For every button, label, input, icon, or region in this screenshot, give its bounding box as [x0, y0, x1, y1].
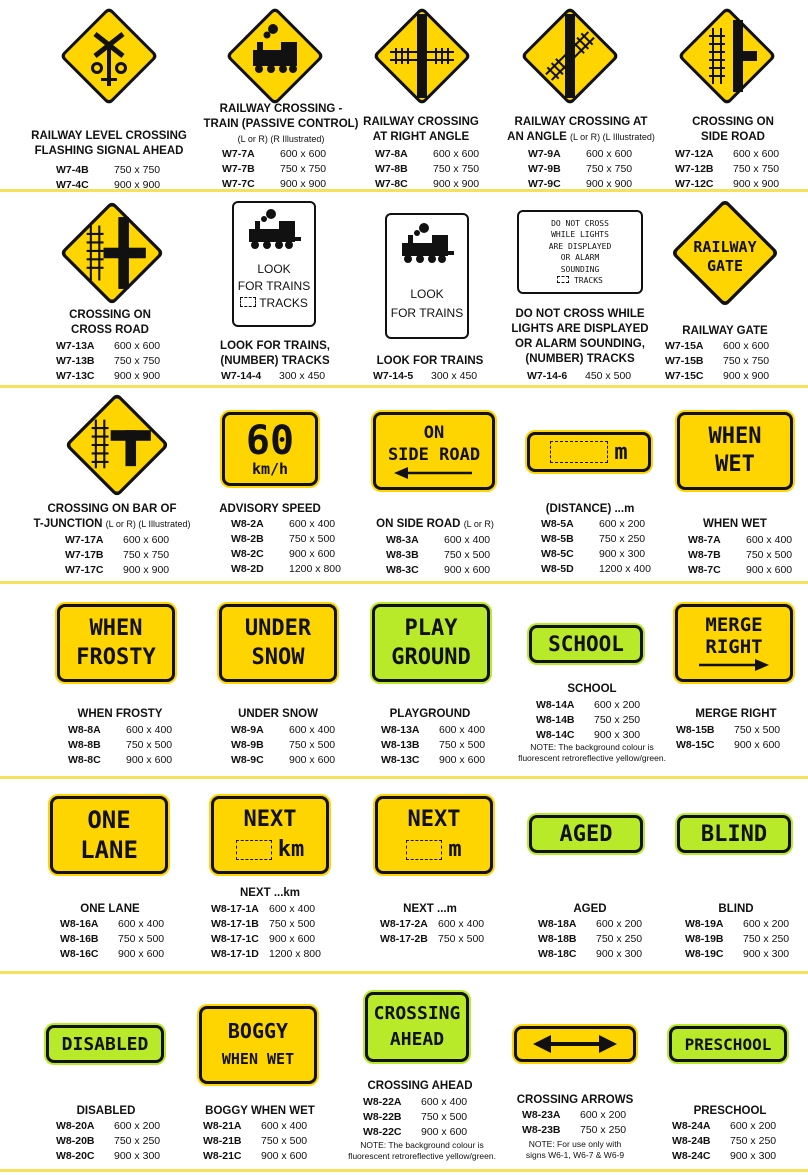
number-placeholder	[236, 840, 272, 860]
caption: CROSSING ON SIDE ROAD	[692, 116, 774, 143]
caption: PLAYGROUND	[389, 708, 471, 720]
boggy-when-wet-sign: BOGGY WHEN WET	[199, 1006, 317, 1084]
caption: CROSSING ON BAR OF T-JUNCTION (L or R) (L Illustrated)	[33, 503, 191, 530]
look-for-trains-tracks-sign	[232, 201, 316, 327]
size-table: W7-13A 600 x 600 W7-13B 750 x 750 W7-13C 900 x 900	[56, 340, 161, 382]
railway-crossing-right-angle-sign	[370, 4, 474, 108]
crossing-arrows-sign	[514, 1026, 636, 1062]
next-m-sign: NEXT m	[375, 796, 493, 874]
size-table: W8-16A 600 x 400 W8-16B 750 x 500 W8-16C 900 x 600	[60, 918, 165, 960]
number-placeholder	[550, 441, 608, 463]
school-sign: SCHOOL	[529, 625, 643, 663]
size-table: W8-19A 600 x 200 W8-19B 750 x 250 W8-19C 900 x 300	[685, 918, 790, 960]
caption: RAILWAY LEVEL CROSSING FLASHING SIGNAL AHEAD	[31, 130, 187, 157]
note: NOTE: The background colour is fluorescent retroreflective yellow/green.	[348, 1140, 496, 1161]
caption: BLIND	[718, 903, 754, 915]
train-icon	[398, 223, 456, 265]
row-separator	[0, 971, 808, 974]
blind-sign: BLIND	[677, 815, 791, 853]
playground-sign: PLAY GROUND	[372, 604, 490, 682]
size-table: W7-7A 600 x 600 W7-7B 750 x 750 W7-7C 900 x 900	[222, 148, 327, 190]
caption: WHEN FROSTY	[77, 708, 163, 720]
size-table: W8-15B 750 x 500 W8-15C 900 x 600	[676, 724, 781, 751]
size-table: W7-14-5 300 x 450	[373, 370, 478, 382]
size-table: W8-17-2A 600 x 400 W8-17-2B 750 x 500	[380, 918, 485, 945]
caption: RAILWAY CROSSING AT AN ANGLE (L or R) (L Illustrated)	[507, 116, 655, 143]
caption: UNDER SNOW	[238, 708, 318, 720]
size-table: W7-14-4 300 x 450	[221, 370, 326, 382]
size-table: W8-24A 600 x 200 W8-24B 750 x 250 W8-24C 900 x 300	[672, 1120, 777, 1162]
disabled-sign: DISABLED	[46, 1025, 164, 1063]
sign-text: LOOK	[410, 287, 444, 301]
size-table: W8-23A 600 x 200 W8-23B 750 x 250	[522, 1109, 627, 1136]
advisory-speed-sign: 60 km/h	[222, 412, 318, 486]
size-table: W8-2A 600 x 400 W8-2B 750 x 500 W8-2C 900 x 600 W8-2D 1200 x 800	[231, 518, 341, 575]
row-separator	[0, 1169, 808, 1172]
size-table: W7-8A 600 x 600 W7-8B 750 x 750 W7-8C 900 x 900	[375, 148, 480, 190]
crossing-on-cross-road-sign	[57, 198, 167, 308]
railway-flashing-signal-sign	[57, 4, 161, 108]
size-table: W8-21A 600 x 400 W8-21B 750 x 500 W8-21C 900 x 600	[203, 1120, 308, 1162]
arrow-right-icon	[699, 658, 769, 672]
caption: DISABLED	[76, 1105, 136, 1117]
size-table: W7-14-6 450 x 500	[527, 370, 632, 382]
caption: AGED	[573, 903, 607, 915]
when-frosty-sign: WHEN FROSTY	[57, 604, 175, 682]
size-table: W7-17A 600 x 600 W7-17B 750 x 750 W7-17C 900 x 900	[65, 534, 170, 576]
size-table: W7-4B 750 x 750 W7-4C 900 x 900	[56, 164, 161, 191]
caption: (DISTANCE) ...m	[545, 503, 635, 515]
size-table: W7-15A 600 x 600 W7-15B 750 x 750 W7-15C 900 x 900	[665, 340, 770, 382]
when-wet-sign: WHEN WET	[677, 412, 793, 490]
size-table: W8-7A 600 x 400 W8-7B 750 x 500 W8-7C 900 x 600	[688, 534, 793, 576]
caption: RAILWAY GATE	[682, 325, 768, 337]
note: NOTE: For use only with signs W6-1, W6-7 & W6-9	[525, 1139, 625, 1160]
caption: DO NOT CROSS WHILE LIGHTS ARE DISPLAYED OR ALARM SOUNDING, (NUMBER) TRACKS	[511, 308, 649, 365]
distance-m-sign: m	[527, 432, 651, 472]
caption: NEXT ...km	[239, 887, 301, 899]
one-lane-sign: ONE LANE	[50, 796, 168, 874]
caption: PRESCHOOL	[693, 1105, 767, 1117]
size-table: W8-17-1A 600 x 400 W8-17-1B 750 x 500 W8-17-1C 900 x 600 W8-17-1D 1200 x 800	[211, 903, 321, 960]
size-table: W8-3A 600 x 400 W8-3B 750 x 500 W8-3C 900 x 600	[386, 534, 491, 576]
sign-text: FOR TRAINS	[237, 279, 311, 293]
look-for-trains-sign	[385, 213, 469, 339]
railway-gate-sign-text: RAILWAY GATE	[693, 238, 757, 275]
size-table: W7-9A 600 x 600 W7-9B 750 x 750 W7-9C 900 x 900	[528, 148, 633, 190]
size-table: W8-9A 600 x 400 W8-9B 750 x 500 W8-9C 900 x 600	[231, 724, 336, 766]
sign-text: TRACKS	[259, 296, 308, 310]
size-table: W8-5A 600 x 200 W8-5B 750 x 250 W8-5C 900 x 300 W8-5D 1200 x 400	[541, 518, 651, 575]
merge-right-sign: MERGE RIGHT	[675, 604, 793, 682]
row-separator	[0, 581, 808, 584]
arrow-left-icon	[394, 466, 474, 480]
size-table: W7-12A 600 x 600 W7-12B 750 x 750 W7-12C 900 x 900	[675, 148, 780, 190]
caption: CROSSING AHEAD	[367, 1080, 473, 1092]
note: NOTE: The background colour is fluorescent retroreflective yellow/green.	[518, 742, 666, 763]
size-table: W8-13A 600 x 400 W8-13B 750 x 500 W8-13C 900 x 600	[381, 724, 486, 766]
next-km-sign: NEXT km	[211, 796, 329, 874]
caption: MERGE RIGHT	[695, 708, 777, 720]
sign-text: LOOK	[257, 262, 291, 276]
size-table: W8-22A 600 x 400 W8-22B 750 x 500 W8-22C 900 x 600	[363, 1096, 468, 1138]
size-table: W8-18A 600 x 200 W8-18B 750 x 250 W8-18C 900 x 300	[538, 918, 643, 960]
sign-text: FOR TRAINS	[390, 306, 464, 320]
caption: ADVISORY SPEED	[219, 503, 321, 515]
do-not-cross-sign: DO NOT CROSS WHILE LIGHTS ARE DISPLAYED OR ALARM SOUNDING TRACKS	[517, 210, 643, 294]
number-placeholder	[406, 840, 442, 860]
caption: CROSSING ON CROSS ROAD	[69, 309, 151, 336]
row-separator	[0, 776, 808, 779]
row-separator	[0, 385, 808, 388]
size-table: W8-8A 600 x 400 W8-8B 750 x 500 W8-8C 900 x 600	[68, 724, 173, 766]
size-table: W8-14A 600 x 200 W8-14B 750 x 250 W8-14C 900 x 300	[536, 699, 641, 741]
caption: NEXT ...m	[403, 903, 457, 915]
size-table: W8-20A 600 x 200 W8-20B 750 x 250 W8-20C 900 x 300	[56, 1120, 161, 1162]
caption: ONE LANE	[80, 903, 140, 915]
double-arrow-icon	[533, 1034, 617, 1054]
railway-crossing-angle-sign	[518, 4, 622, 108]
crossing-on-side-road-sign	[675, 4, 779, 108]
train-icon	[245, 209, 303, 251]
caption: CROSSING ARROWS	[516, 1094, 634, 1106]
crossing-on-bar-of-t-junction-sign	[62, 390, 172, 500]
on-side-road-sign: ON SIDE ROAD	[373, 412, 495, 490]
caption: ON SIDE ROAD (L or R)	[376, 518, 494, 530]
caption: RAILWAY CROSSING - TRAIN (PASSIVE CONTROL) (L or R) (R Illustrated)	[203, 103, 359, 144]
caption: RAILWAY CROSSING AT RIGHT ANGLE	[363, 116, 479, 143]
caption: BOGGY WHEN WET	[205, 1105, 315, 1117]
caption: WHEN WET	[703, 518, 767, 530]
caption: LOOK FOR TRAINS	[376, 355, 484, 367]
preschool-sign: PRESCHOOL	[669, 1026, 787, 1062]
crossing-ahead-sign: CROSSING AHEAD	[365, 992, 469, 1062]
railway-train-sign	[223, 4, 327, 108]
caption: SCHOOL	[567, 683, 617, 695]
caption: LOOK FOR TRAINS, (NUMBER) TRACKS	[220, 340, 330, 367]
under-snow-sign: UNDER SNOW	[219, 604, 337, 682]
aged-sign: AGED	[529, 815, 643, 853]
